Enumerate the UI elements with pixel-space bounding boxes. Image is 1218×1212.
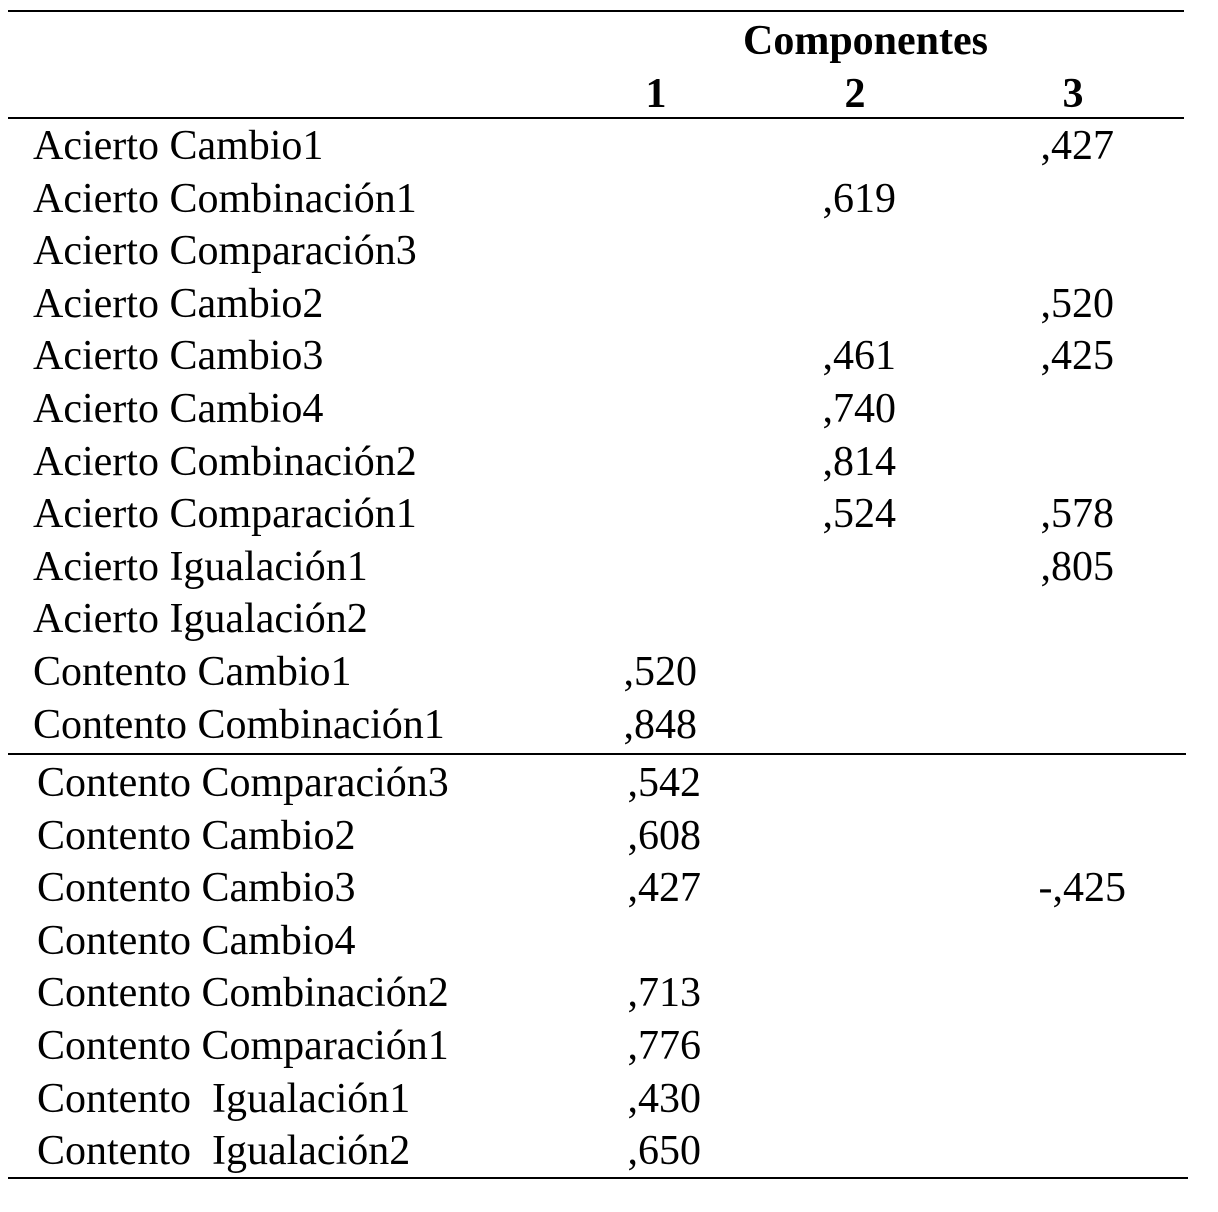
bottom-rule	[8, 1177, 1188, 1179]
row-label: Contento Igualación1	[37, 1075, 411, 1122]
table-row	[0, 646, 1218, 699]
table-row	[0, 593, 1218, 646]
row-label: Contento Comparación3	[37, 760, 449, 806]
row-label: Acierto Cambio4	[33, 386, 324, 432]
loading-value-component-1: ,427	[627, 865, 701, 912]
table-row	[0, 1125, 1218, 1178]
loading-value-component-1: ,776	[627, 1023, 701, 1069]
top-rule	[8, 10, 1184, 12]
table-row	[0, 541, 1218, 594]
row-label: Contento Combinación2	[37, 970, 449, 1017]
table-row	[0, 810, 1218, 863]
table-row	[0, 699, 1218, 752]
table-row	[0, 488, 1218, 541]
table-row	[0, 436, 1218, 489]
header-rule	[8, 117, 1184, 119]
table-row	[0, 757, 1218, 810]
table-row	[0, 967, 1218, 1020]
loading-value-component-1: ,520	[623, 649, 697, 695]
table-row	[0, 862, 1218, 915]
column-header-3: 3	[1062, 71, 1084, 117]
row-label: Contento Igualación2	[37, 1128, 411, 1175]
table-row	[0, 1073, 1218, 1126]
loading-value-component-3: ,578	[1040, 491, 1114, 538]
column-header-2: 2	[844, 71, 866, 117]
loading-value-component-1: ,430	[627, 1075, 701, 1122]
section-rule	[8, 753, 1186, 755]
loading-value-component-3: ,425	[1040, 333, 1114, 380]
loading-value-component-1: ,542	[627, 760, 701, 806]
loading-value-component-1: ,848	[623, 701, 697, 748]
row-label: Contento Cambio2	[37, 812, 356, 859]
row-label: Contento Cambio4	[37, 917, 356, 964]
row-label: Acierto Cambio3	[33, 333, 324, 380]
loading-value-component-3: ,520	[1040, 280, 1114, 327]
row-label: Acierto Comparación1	[33, 491, 417, 538]
row-label: Acierto Cambio1	[33, 123, 324, 169]
loading-value-component-3: ,805	[1040, 543, 1114, 590]
row-label: Contento Cambio3	[37, 865, 356, 912]
loading-value-component-2: ,814	[822, 438, 896, 485]
table-row	[0, 120, 1218, 173]
table-row	[0, 173, 1218, 226]
loading-value-component-2: ,461	[822, 333, 896, 380]
row-label: Acierto Igualación2	[33, 596, 368, 643]
table-row	[0, 1020, 1218, 1073]
row-label: Acierto Combinación2	[33, 438, 417, 485]
loading-value-component-2: ,740	[822, 386, 896, 432]
row-label: Contento Cambio1	[33, 649, 352, 695]
table-row	[0, 330, 1218, 383]
row-label: Contento Comparación1	[37, 1023, 449, 1069]
table-row	[0, 915, 1218, 968]
column-header-1: 1	[645, 71, 667, 117]
table-row	[0, 278, 1218, 331]
loading-value-component-3: -,425	[1038, 865, 1126, 912]
loading-value-component-2: ,619	[822, 175, 896, 222]
group-header: Componentes	[743, 18, 989, 64]
loading-value-component-1: ,650	[627, 1128, 701, 1175]
table-row	[0, 383, 1218, 436]
row-label: Acierto Cambio2	[33, 280, 324, 327]
row-label: Acierto Igualación1	[33, 543, 368, 590]
loading-value-component-1: ,713	[627, 970, 701, 1017]
row-label: Acierto Comparación3	[33, 228, 417, 275]
loading-value-component-2: ,524	[822, 491, 896, 538]
loading-value-component-1: ,608	[627, 812, 701, 859]
loading-value-component-3: ,427	[1040, 123, 1114, 169]
table-row	[0, 225, 1218, 278]
row-label: Acierto Combinación1	[33, 175, 417, 222]
row-label: Contento Combinación1	[33, 701, 445, 748]
